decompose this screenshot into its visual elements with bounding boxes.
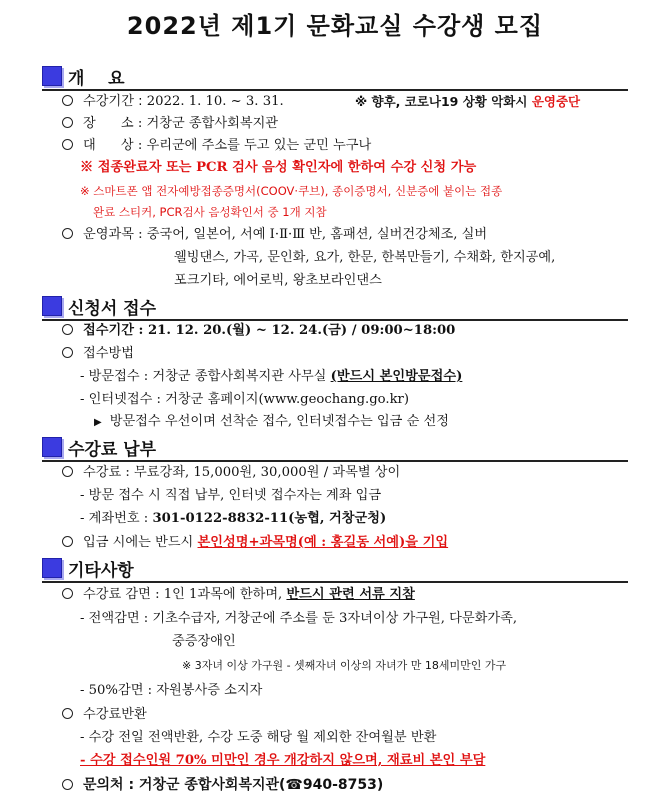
application-period: 접수기간 : 21. 12. 20.(월) ~ 12. 24.(금) / 09:00~18:00 xyxy=(62,320,455,342)
circle-bullet-icon xyxy=(62,139,73,150)
circle-bullet-icon xyxy=(62,95,73,106)
section-title: 개 요 xyxy=(68,68,125,89)
half-reduction-row: - 50%감면 : 자원봉사증 소지자 xyxy=(80,683,263,698)
full-reduction-line2: 중증장애인 xyxy=(172,634,236,649)
circle-bullet-icon xyxy=(62,708,73,719)
circle-bullet-icon xyxy=(62,324,73,335)
section-title: 수강료 납부 xyxy=(68,439,157,460)
section-heading-fee xyxy=(42,435,156,459)
page-title: 2022년 제1기 문화교실 수강생 모집 xyxy=(126,12,544,40)
fee-row: 수강료 : 무료강좌, 15,000원, 30,000원 / 과목별 상이 xyxy=(62,462,400,484)
courses-line2: 웰빙댄스, 가곡, 문인화, 요가, 한문, 한복만들기, 수채화, 한지공예, xyxy=(174,250,556,265)
courses-row: 운영과목 : 중국어, 일본어, 서예 Ⅰ·Ⅱ·Ⅲ 반, 홈패션, 실버건강체조, 실버 xyxy=(62,224,487,246)
circle-bullet-icon xyxy=(62,588,73,599)
circle-bullet-icon xyxy=(62,228,73,239)
blue-square-icon xyxy=(42,296,62,316)
full-reduction-row: - 전액감면 : 기초수급자, 거창군에 주소를 둔 3자녀이상 가구원, 다문화가족, xyxy=(80,611,518,626)
triangle-bullet-icon: ▶ xyxy=(94,417,102,428)
refund-row: - 수강 전일 전액반환, 수강 도중 해당 월 제외한 잔여월분 반환 xyxy=(80,730,437,745)
period-note: ※ 향후, 코로나19 상황 악화시 운영중단 xyxy=(355,94,581,109)
section-title: 기타사항 xyxy=(68,560,134,581)
refund-label-row: 수강료반환 xyxy=(62,704,147,726)
priority-row: ▶ 방문접수 우선이며 선착순 접수, 인터넷접수는 입금 순 선정 xyxy=(94,414,449,429)
proof-note-line2: 완료 스티커, PCR검사 음성확인서 중 1개 지참 xyxy=(93,205,327,219)
section-heading-overview xyxy=(42,64,125,88)
place-row: 장 소 : 거창군 종합사회복지관 xyxy=(62,113,278,135)
contact-row: 문의처 : 거창군 종합사회복지관(☎940-8753) xyxy=(62,774,383,796)
circle-bullet-icon xyxy=(62,117,73,128)
section-heading-other xyxy=(42,556,134,580)
internet-row: - 인터넷접수 : 거창군 홈페이지(www.geochang.go.kr) xyxy=(80,392,410,407)
circle-bullet-icon xyxy=(62,779,73,790)
reduction-row: 수강료 감면 : 1인 1과목에 한하며, 반드시 관련 서류 지참 xyxy=(62,584,415,606)
method-row: 접수방법 xyxy=(62,343,134,365)
circle-bullet-icon xyxy=(62,347,73,358)
circle-bullet-icon xyxy=(62,466,73,477)
blue-square-icon xyxy=(42,437,62,457)
courses-line3: 포크기타, 에어로빅, 왕초보라인댄스 xyxy=(174,273,382,288)
blue-square-icon xyxy=(42,558,62,578)
section-divider xyxy=(42,581,628,583)
visit-row: - 방문접수 : 거창군 종합사회복지관 사무실 (반드시 본인방문접수) xyxy=(80,369,463,384)
full-reduction-note: ※ 3자녀 이상 가구원 - 셋째자녀 이상의 자녀가 만 18세미만인 가구 xyxy=(182,659,507,672)
proof-note-line1: ※ 스마트폰 앱 전자예방접종증명서(COOV·쿠브), 종이증명서, 신분증에 붙이는 접종 xyxy=(80,184,503,198)
section-title: 신청서 접수 xyxy=(68,298,157,319)
period-row: 수강기간 : 2022. 1. 10. ~ 3. 31. xyxy=(62,91,284,113)
account-row: - 계좌번호 : 301-0122-8832-11(농협, 거창군청) xyxy=(80,511,387,526)
blue-square-icon xyxy=(42,66,62,86)
section-heading-application xyxy=(42,294,156,318)
minimum-enrollment-row: - 수강 접수인원 70% 미만인 경우 개강하지 않으며, 재료비 본인 부담 xyxy=(80,753,486,768)
vaccination-note: ※ 접종완료자 또는 PCR 검사 음성 확인자에 한하여 수강 신청 가능 xyxy=(80,160,477,175)
deposit-row: 입금 시에는 반드시 본인성명+과목명(예 : 홍길동 서예)을 기입 xyxy=(62,532,448,554)
target-row: 대 상 : 우리군에 주소를 두고 있는 군민 누구나 xyxy=(62,135,371,157)
circle-bullet-icon xyxy=(62,536,73,547)
payment-row: - 방문 접수 시 직접 납부, 인터넷 접수자는 계좌 입금 xyxy=(80,488,382,503)
